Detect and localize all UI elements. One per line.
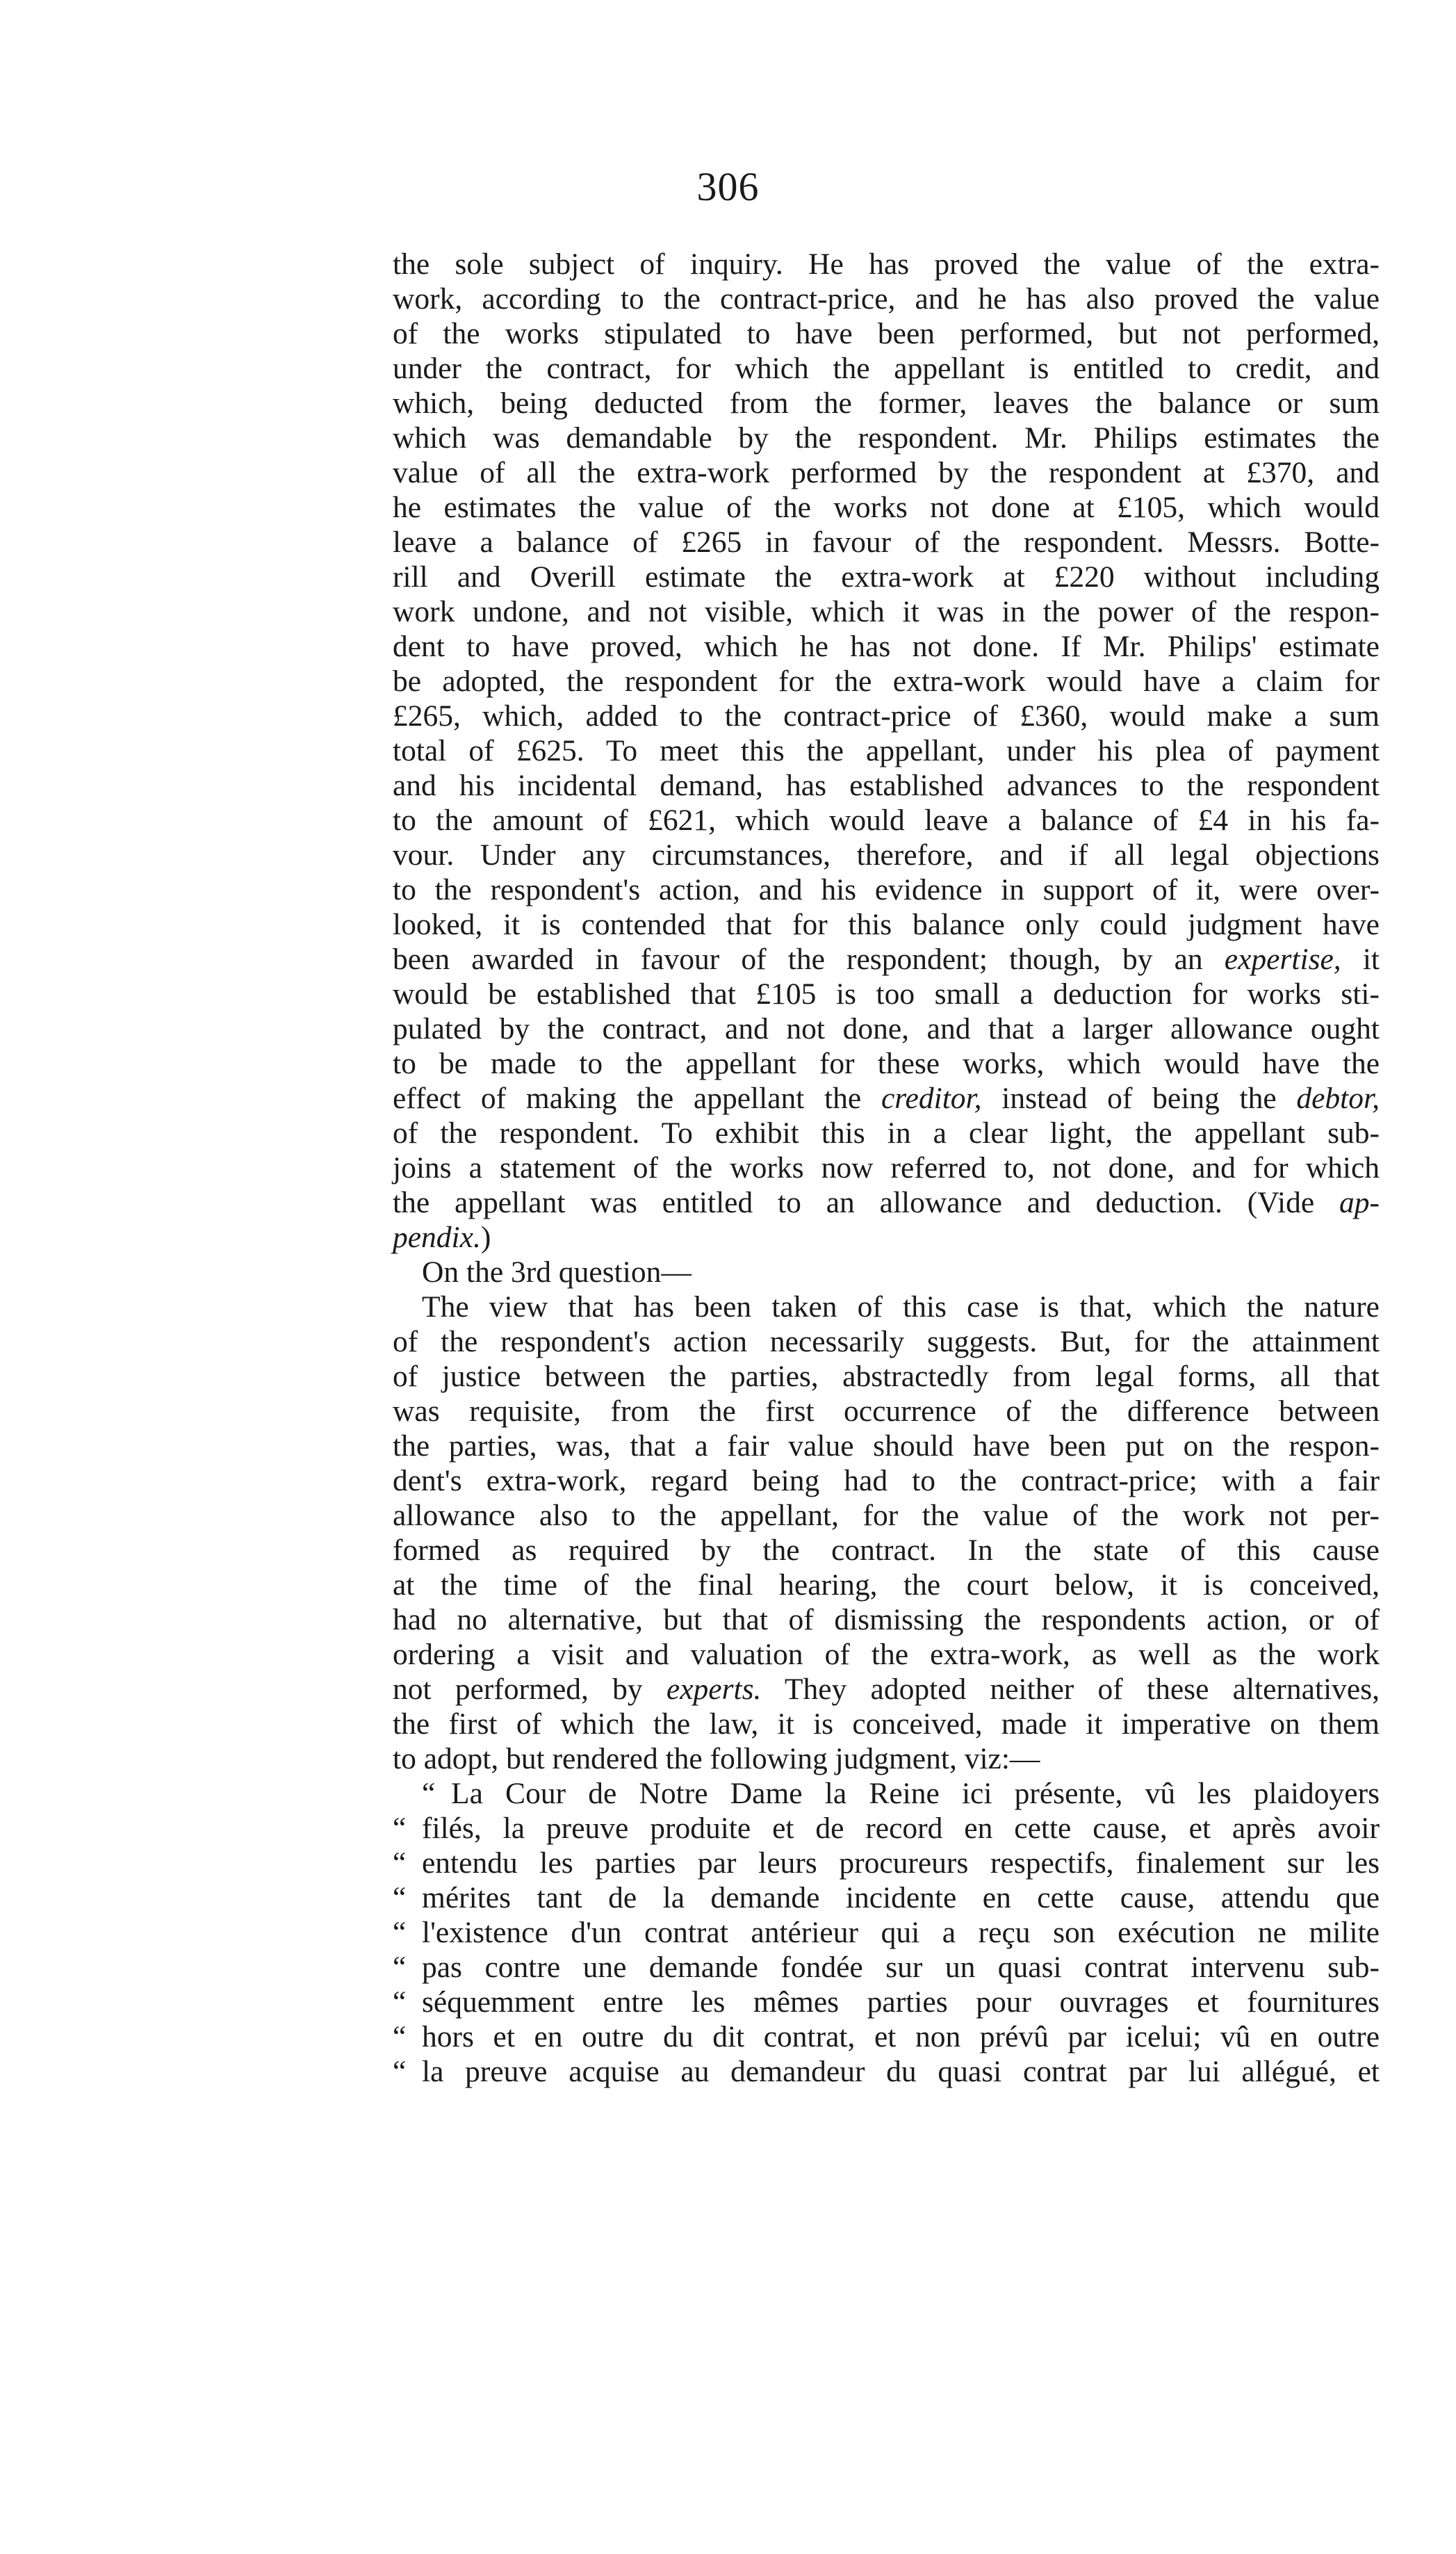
text-line: dent's extra-work, regard being had to the contract-price; with a fair bbox=[393, 1464, 1380, 1497]
text-line: ordering a visit and valuation of the extra-work, as well as the work bbox=[393, 1638, 1380, 1671]
text-line: pulated by the contract, and not done, and that a larger allowance ought bbox=[393, 1012, 1380, 1046]
paragraph-third-question bbox=[393, 1290, 1380, 1776]
text-line: of justice between the parties, abstractedly from legal forms, all that bbox=[393, 1360, 1380, 1393]
quote-mark: “ bbox=[393, 1916, 407, 1949]
text-line: which, being deducted from the former, leaves the balance or sum bbox=[393, 387, 1380, 420]
quote-line: “ La Cour de Notre Dame la Reine ici présente, vû les plaidoyers bbox=[422, 1777, 1380, 1810]
text-line: at the time of the final hearing, the court below, it is conceived, bbox=[393, 1568, 1380, 1602]
text-line: would be established that £105 is too small a deduction for works sti- bbox=[393, 977, 1380, 1011]
text-line: joins a statement of the works now referred to, not done, and for which bbox=[393, 1151, 1380, 1185]
italic-pendix: pendix. bbox=[393, 1221, 481, 1254]
text-line: leave a balance of £265 in favour of the respondent. Messrs. Botte- bbox=[393, 526, 1380, 559]
text-line: work, according to the contract-price, and he has also proved the value bbox=[393, 282, 1380, 316]
text-line: of the works stipulated to have been performed, but not performed, bbox=[393, 317, 1380, 350]
text-line: £265, which, added to the contract-price of £360, would make a sum bbox=[393, 699, 1380, 733]
text-line: vour. Under any circumstances, therefore, and if all legal objections bbox=[393, 838, 1380, 872]
quote-mark: “ bbox=[393, 1812, 407, 1845]
text-line: the parties, was, that a fair value should have been put on the respon- bbox=[393, 1429, 1380, 1463]
text-line: allowance also to the appellant, for the value of the work not per- bbox=[393, 1499, 1380, 1532]
quote-mark: “ bbox=[393, 1846, 407, 1880]
quote-line: “ la preuve acquise au demandeur du quasi contrat par lui allégué, et bbox=[393, 2055, 1380, 2088]
text-line: pendix.) bbox=[393, 1221, 491, 1254]
quote-mark: “ bbox=[393, 1985, 407, 2019]
italic-experts: experts. bbox=[666, 1673, 762, 1706]
page-number: 306 bbox=[696, 164, 760, 209]
quote-mark: “ bbox=[393, 2055, 407, 2088]
quote-line: “ l'existence d'un contrat antérieur qui a reçu son exécution ne milite bbox=[393, 1916, 1380, 1949]
text-line: formed as required by the contract. In the state of this cause bbox=[393, 1534, 1380, 1567]
quote-mark: “ bbox=[393, 1951, 407, 1984]
french-quotation bbox=[393, 1776, 1380, 2089]
text-line: to the amount of £621, which would leave a balance of £4 in his fa- bbox=[393, 804, 1380, 837]
text-line: dent to have proved, which he has not done. If Mr. Philips' estimate bbox=[393, 630, 1380, 663]
quote-line: “ entendu les parties par leurs procureurs respectifs, finalement sur les bbox=[393, 1846, 1380, 1880]
quote-mark: “ bbox=[422, 1777, 436, 1810]
quote-line: “ pas contre une demande fondée sur un quasi contrat intervenu sub- bbox=[393, 1951, 1380, 1984]
quote-mark: “ bbox=[393, 2020, 407, 2053]
quote-line: “ hors et en outre du dit contrat, et non prévû par icelui; vû en outre bbox=[393, 2020, 1380, 2053]
text-line: to adopt, but rendered the following judgment, viz:— bbox=[393, 1742, 1040, 1775]
text-line: he estimates the value of the works not done at £105, which would bbox=[393, 491, 1380, 524]
text-line: The view that has been taken of this case is that, which the nature bbox=[422, 1290, 1380, 1324]
page-body bbox=[393, 247, 1380, 2089]
text-line: the sole subject of inquiry. He has proved the value of the extra- bbox=[393, 247, 1380, 281]
text-line: to the respondent's action, and his evidence in support of it, were over- bbox=[393, 873, 1380, 906]
text-line: which was demandable by the respondent. Mr. Philips estimates the bbox=[393, 421, 1380, 455]
quote-line: “ mérites tant de la demande incidente en cette cause, attendu que bbox=[393, 1881, 1380, 1914]
paragraph-continued bbox=[393, 247, 1380, 1255]
quote-line: “ séquemment entre les mêmes parties pour ouvrages et fournitures bbox=[393, 1985, 1380, 2019]
italic-expertise: expertise, bbox=[1224, 943, 1341, 976]
text-line: the appellant was entitled to an allowance and deduction. (Vide ap- bbox=[393, 1186, 1380, 1219]
italic-creditor: creditor, bbox=[881, 1082, 982, 1115]
text-line: total of £625. To meet this the appellant, under his plea of payment bbox=[393, 734, 1380, 767]
italic-ap: ap- bbox=[1339, 1186, 1380, 1219]
text-line: not performed, by experts. They adopted neither of these alternatives, bbox=[393, 1673, 1380, 1706]
text-line: was requisite, from the first occurrence of the difference between bbox=[393, 1394, 1380, 1428]
text-line: under the contract, for which the appellant is entitled to credit, and bbox=[393, 352, 1380, 385]
text-line: the first of which the law, it is conceived, made it imperative on them bbox=[393, 1707, 1380, 1741]
text-line: to be made to the appellant for these works, which would have the bbox=[393, 1047, 1380, 1080]
text-line: of the respondent. To exhibit this in a clear light, the appellant sub- bbox=[393, 1116, 1380, 1150]
text-line: been awarded in favour of the respondent; though, by an expertise, it bbox=[393, 943, 1380, 976]
italic-debtor: debtor, bbox=[1296, 1082, 1380, 1115]
text-line: work undone, and not visible, which it was in the power of the respon- bbox=[393, 595, 1380, 628]
text-line: effect of making the appellant the creditor, instead of being the debtor, bbox=[393, 1082, 1380, 1115]
quote-mark: “ bbox=[393, 1881, 407, 1914]
text-line: value of all the extra-work performed by the respondent at £370, and bbox=[393, 456, 1380, 489]
text-line: be adopted, the respondent for the extra-work would have a claim for bbox=[393, 665, 1380, 698]
text-line: and his incidental demand, has established advances to the respondent bbox=[393, 769, 1380, 802]
text-line: rill and Overill estimate the extra-work at £220 without including bbox=[393, 560, 1380, 594]
quote-line: “ filés, la preuve produite et de record en cette cause, et après avoir bbox=[393, 1812, 1380, 1845]
text-line: looked, it is contended that for this balance only could judgment have bbox=[393, 908, 1380, 941]
text-line: of the respondent's action necessarily suggests. But, for the attainment bbox=[393, 1325, 1380, 1358]
text-line: had no alternative, but that of dismissing the respondents action, or of bbox=[393, 1603, 1380, 1636]
section-heading: On the 3rd question— bbox=[422, 1255, 692, 1289]
